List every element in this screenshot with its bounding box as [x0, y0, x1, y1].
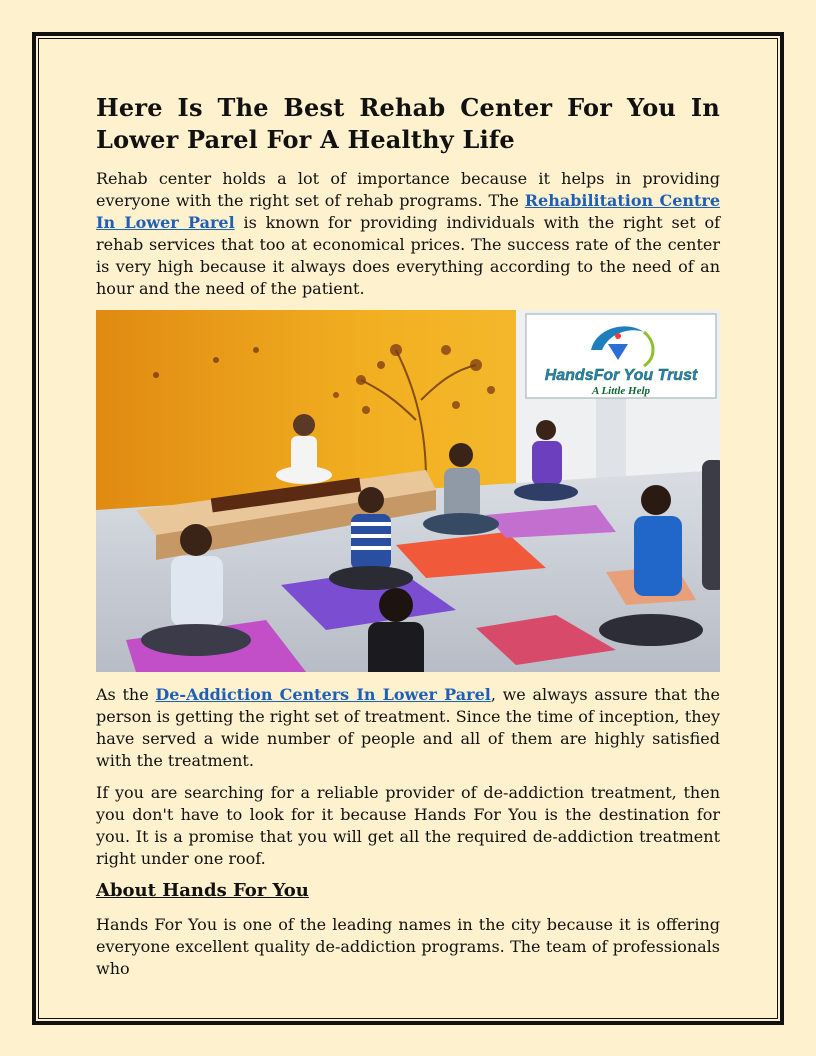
intro-text-start: Rehab center holds a lot of importance because it helps in providing everyone with the right set of rehab programs. The — [96, 169, 720, 210]
de-addiction-paragraph — [96, 684, 720, 772]
article-title: Here Is The Best Rehab Center For You In Lower Parel For A Healthy Life — [96, 93, 720, 154]
de-addiction-centers-link[interactable]: De-Addiction Centers In Lower Parel — [155, 685, 491, 704]
article — [96, 92, 720, 990]
hands-for-you-logo — [526, 314, 716, 398]
logo-title: HandsFor You Trust — [544, 367, 698, 384]
rehabilitation-centre-link[interactable]: Rehabilitation Centre In Lower Parel — [96, 191, 721, 232]
intro-text-end: is known for providing individuals with the right set of rehab services that too at economical prices. The success rate of the center is very high because it always does everything according to the need of an hour and the need of the patient. — [96, 213, 721, 298]
logo-tagline: A Little Help — [591, 385, 651, 397]
yoga-session-photo — [96, 310, 720, 672]
de-addiction-text-end: , we always assure that the person is getting the right set of treatment. Since the time of inception, they have served a wide number of people and all of them are highly satisfied with the treatment. — [96, 685, 721, 770]
search-provider-paragraph: If you are searching for a reliable provider of de-addiction treatment, then you don't have to look for it because Hands For You is the destination for you. It is a promise that you will get all the required de-addiction treatment right under one roof. — [96, 783, 720, 868]
intro-paragraph — [96, 168, 720, 300]
about-paragraph: Hands For You is one of the leading names in the city because it is offering everyone excellent quality de-addiction programs. The team of professionals who — [96, 915, 720, 978]
section-heading: About Hands For You — [96, 880, 309, 901]
de-addiction-text-start: As the — [96, 685, 156, 704]
